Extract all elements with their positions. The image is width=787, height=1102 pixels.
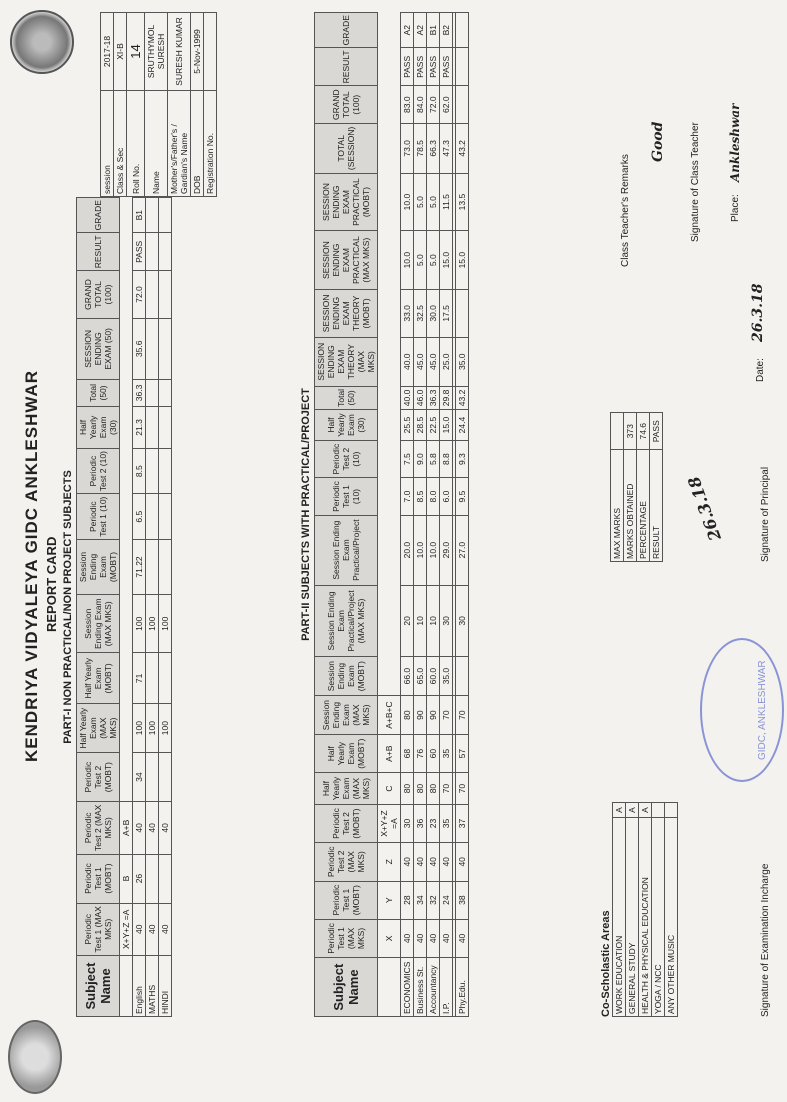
table-cell: 40 <box>159 802 172 854</box>
table-cell: 71.22 <box>133 539 146 594</box>
part2-col-header: SESSION ENDING EXAM THEORY (MOBT) <box>315 289 378 337</box>
part2-col-header: Periodic Test 1 (MOBT) <box>315 881 378 919</box>
name-value: SRUTHYMOL SURESH <box>145 13 168 91</box>
subject-header-2: Subject Name <box>315 958 378 1017</box>
table-row <box>427 13 440 1017</box>
table-cell <box>159 233 172 271</box>
coscholastic-row <box>652 803 665 1017</box>
subject-cell: English <box>133 956 146 1017</box>
table-row <box>456 13 469 1017</box>
part1-col-header: Session Ending Exam (MOBT) <box>77 539 120 594</box>
part1-letter-cell: A+B <box>120 802 133 854</box>
table-row <box>414 13 427 1017</box>
part2-letter-row <box>378 13 401 1017</box>
part1-col-header: GRAND TOTAL (100) <box>77 271 120 318</box>
part2-col-header: Periodic Test 2 (MAX MKS) <box>315 843 378 882</box>
coscholastic-area: YOGA / NCC <box>652 817 665 1016</box>
roll-label: Roll No. <box>127 90 145 196</box>
table-cell <box>456 86 469 124</box>
table-cell: 30 <box>440 585 453 657</box>
table-cell: 30 <box>401 804 414 842</box>
table-cell: 80 <box>401 695 414 734</box>
part1-col-header: RESULT <box>77 233 120 271</box>
max-marks-label: MAX MARKS <box>611 450 624 562</box>
table-cell: 40 <box>440 843 453 882</box>
exam-incharge-signature: Signature of Examination Incharge <box>760 863 771 1017</box>
table-cell <box>146 379 159 406</box>
coscholastic-grade <box>665 803 678 818</box>
table-cell: 70 <box>440 773 453 805</box>
table-cell: 70 <box>440 695 453 734</box>
class-teacher-signature-label: Signature of Class Teacher <box>690 122 701 242</box>
subject-header: Subject Name <box>77 956 120 1017</box>
part1-col-header: Periodic Test 2 (10) <box>77 448 120 494</box>
table-cell: 36.3 <box>427 386 440 410</box>
table-cell: 83.0 <box>401 86 414 124</box>
subject-cell: Phy.Edu. <box>456 958 469 1017</box>
part2-col-header: Half Yearly Exam (30) <box>315 410 378 441</box>
part1-col-header: Periodic Test 1 (10) <box>77 494 120 540</box>
part2-col-header: SESSION ENDING EXAM PRACTICAL (MAX MKS) <box>315 231 378 289</box>
part2-col-header: Session Ending Exam (MAX MKS) <box>315 695 378 734</box>
table-cell: 45.0 <box>414 337 427 386</box>
result-value: PASS <box>650 413 663 451</box>
table-cell <box>146 494 159 540</box>
part1-table <box>76 197 172 1017</box>
emblem-logo-right <box>10 10 74 74</box>
table-cell: 65.0 <box>414 657 427 696</box>
table-cell: 10.0 <box>427 515 440 585</box>
table-cell <box>146 271 159 318</box>
part1-col-header: Total (50) <box>77 379 120 406</box>
table-cell: 10.0 <box>401 231 414 289</box>
table-cell: 29.8 <box>440 386 453 410</box>
part1-col-header: Session Ending Exam (MAX MKS) <box>77 595 120 653</box>
table-cell: 40 <box>427 919 440 958</box>
table-cell: 25.5 <box>401 410 414 441</box>
table-cell: 6.0 <box>440 478 453 515</box>
table-cell: 34 <box>414 881 427 919</box>
table-cell: 15.0 <box>456 231 469 289</box>
table-cell: 40.0 <box>401 337 414 386</box>
table-cell: 28.5 <box>414 410 427 441</box>
table-cell <box>159 854 172 903</box>
session-label: session <box>101 90 114 196</box>
table-cell: 8.5 <box>133 448 146 494</box>
part1-header-row <box>77 198 120 1017</box>
coscholastic-grade: A <box>639 803 652 818</box>
table-cell: 43.2 <box>456 386 469 410</box>
part2-letter-cell <box>378 958 401 1017</box>
coscholastic-title: Co-Scholastic Areas <box>600 910 612 1017</box>
part1-title: PART-I NON PRACTICAL/NON PROJECT SUBJECTS <box>62 470 74 744</box>
table-cell <box>456 289 469 337</box>
table-cell <box>159 379 172 406</box>
table-cell: 80 <box>427 773 440 805</box>
table-cell: 5.0 <box>427 231 440 289</box>
part1-col-header: Periodic Test 1 (MOBT) <box>77 854 120 903</box>
table-cell: 70 <box>456 773 469 805</box>
table-cell <box>159 271 172 318</box>
table-row <box>401 13 414 1017</box>
reg-label: Registration No. <box>204 90 217 196</box>
school-stamp <box>700 638 784 782</box>
part1-col-header: Half Yearly Exam (MOBT) <box>77 653 120 704</box>
table-cell <box>146 653 159 704</box>
table-cell <box>146 854 159 903</box>
subject-cell: I.P. <box>440 958 453 1017</box>
date-label: Date: <box>755 358 766 382</box>
table-cell: 66.0 <box>401 657 414 696</box>
table-cell: 90 <box>427 695 440 734</box>
table-cell <box>456 657 469 696</box>
school-logo-left <box>8 1020 62 1094</box>
remarks-handwriting: Good <box>650 121 666 162</box>
table-row <box>159 198 172 1017</box>
table-cell: 100 <box>159 595 172 653</box>
coscholastic-area: GENERAL STUDY <box>626 817 639 1016</box>
table-cell: 9.0 <box>414 440 427 477</box>
table-cell: 84.0 <box>414 86 427 124</box>
part2-letter-cell: C <box>378 773 401 805</box>
coscholastic-row <box>665 803 678 1017</box>
percentage-value: 74.6 <box>637 413 650 451</box>
table-cell <box>159 653 172 704</box>
part2-letter-cell: A+B+C <box>378 695 401 734</box>
table-cell: PASS <box>133 233 146 271</box>
table-cell: 100 <box>146 704 159 753</box>
table-cell: 100 <box>146 595 159 653</box>
table-cell: 40 <box>456 843 469 882</box>
coscholastic-grade: A <box>613 803 626 818</box>
part2-title: PART-II SUBJECTS WITH PRACTICAL/PROJECT <box>300 388 312 641</box>
table-cell <box>456 48 469 86</box>
coscholastic-row <box>613 803 626 1017</box>
table-cell: 8.0 <box>427 478 440 515</box>
table-cell: 8.8 <box>440 440 453 477</box>
table-cell: 8.5 <box>414 478 427 515</box>
table-cell: 35.0 <box>456 337 469 386</box>
table-cell: 27.0 <box>456 515 469 585</box>
part2-header-row <box>315 13 378 1017</box>
part2-col-header: GRADE <box>315 13 378 48</box>
table-cell: 35.6 <box>133 318 146 379</box>
table-cell: 33.0 <box>401 289 414 337</box>
table-cell: 36.3 <box>133 379 146 406</box>
part2-col-header: Session Ending Exam Practical/Project <box>315 515 378 585</box>
table-cell: 40 <box>159 903 172 955</box>
table-cell: 35.0 <box>440 657 453 696</box>
table-cell: 32 <box>427 881 440 919</box>
part2-letter-cell: Y <box>378 881 401 919</box>
result-label: RESULT <box>650 450 663 562</box>
table-cell <box>159 494 172 540</box>
part1-col-header: SESSION ENDING EXAM (50) <box>77 318 120 379</box>
table-cell: 68 <box>401 735 414 773</box>
marks-obtained-value: 373 <box>624 413 637 451</box>
part2-table <box>314 12 469 1017</box>
table-cell: 20.0 <box>401 515 414 585</box>
table-cell: 100 <box>159 704 172 753</box>
table-cell: 45.0 <box>427 337 440 386</box>
part1-col-header: Periodic Test 2 (MOBT) <box>77 753 120 802</box>
table-cell: 24 <box>440 881 453 919</box>
table-cell: 38 <box>456 881 469 919</box>
table-cell <box>146 448 159 494</box>
table-cell: 57 <box>456 735 469 773</box>
coscholastic-row <box>626 803 639 1017</box>
max-marks-value <box>611 413 624 451</box>
table-cell: A2 <box>401 13 414 48</box>
table-cell: 6.5 <box>133 494 146 540</box>
part2-col-header: Session Ending Exam Practical/Project (MAX MKS) <box>315 585 378 657</box>
class-teacher-remarks-label: Class Teacher's Remarks <box>620 154 631 267</box>
part2-col-header: SESSION ENDING EXAM THEORY (MAX MKS) <box>315 337 378 386</box>
table-cell: 40 <box>440 919 453 958</box>
subject-cell: HINDI <box>159 956 172 1017</box>
table-cell: PASS <box>440 48 453 86</box>
table-cell: 5.8 <box>427 440 440 477</box>
part2-col-header: SESSION ENDING EXAM PRACTICAL (MOBT) <box>315 173 378 231</box>
part1-col-header: Periodic Test 1 (MAX MKS) <box>77 903 120 955</box>
part2-letter-cell: X+Y+Z =A <box>378 804 401 842</box>
student-info <box>100 12 217 197</box>
part1-col-header: Half Yearly Exam (30) <box>77 406 120 448</box>
reg-value <box>204 13 217 91</box>
table-cell: 36 <box>414 804 427 842</box>
table-cell: 40 <box>427 843 440 882</box>
table-cell: 9.5 <box>456 478 469 515</box>
table-cell: 62.0 <box>440 86 453 124</box>
table-cell: 10.0 <box>414 515 427 585</box>
table-cell: 40 <box>456 919 469 958</box>
table-cell: 24.4 <box>456 410 469 441</box>
part2-col-header: TOTAL (SESSION) <box>315 124 378 174</box>
roll-value: 14 <box>127 13 145 91</box>
table-cell: 15.0 <box>440 231 453 289</box>
part2-col-header: Half Yearly Exam (MOBT) <box>315 735 378 773</box>
table-cell: 5.0 <box>427 173 440 231</box>
coscholastic-area: WORK EDUCATION <box>613 817 626 1016</box>
table-cell: 73.0 <box>401 124 414 174</box>
table-cell: 40 <box>401 919 414 958</box>
school-name: KENDRIYA VIDYALEYA GIDC ANKLESHWAR <box>22 369 41 762</box>
part1-col-header: Half Yearly Exam (MAX MKS) <box>77 704 120 753</box>
table-cell: 80 <box>401 773 414 805</box>
table-cell: 100 <box>133 704 146 753</box>
table-cell: 40 <box>414 843 427 882</box>
table-cell: 28 <box>401 881 414 919</box>
table-cell: 40.0 <box>401 386 414 410</box>
table-cell: 5.0 <box>414 231 427 289</box>
coscholastic-grade: A <box>626 803 639 818</box>
table-cell: 5.0 <box>414 173 427 231</box>
table-row <box>133 198 146 1017</box>
session-value: 2017-18 <box>101 13 114 91</box>
guardian-label: Mother's/Father's / Gardian's Name <box>168 90 191 196</box>
table-cell <box>159 318 172 379</box>
table-cell: A2 <box>414 13 427 48</box>
table-cell <box>146 233 159 271</box>
part1-col-header: GRADE <box>77 198 120 233</box>
table-cell: B1 <box>133 198 146 233</box>
class-value: XI-B <box>114 13 127 91</box>
table-cell: 40 <box>146 903 159 955</box>
part1-letter-cell: B <box>120 854 133 903</box>
part2-col-header: RESULT <box>315 48 378 86</box>
part2-letter-cell: A+B <box>378 735 401 773</box>
table-row <box>440 13 453 1017</box>
table-cell: 35 <box>440 804 453 842</box>
table-cell: 40 <box>414 919 427 958</box>
table-cell: 100 <box>133 595 146 653</box>
table-cell: 25.0 <box>440 337 453 386</box>
name-label: Name <box>145 90 168 196</box>
table-cell: 43.2 <box>456 124 469 174</box>
table-cell: 10 <box>427 585 440 657</box>
coscholastic-grade <box>652 803 665 818</box>
table-cell: 21.3 <box>133 406 146 448</box>
table-cell: 40 <box>133 802 146 854</box>
subject-cell: MATHS <box>146 956 159 1017</box>
table-cell: 10.0 <box>401 173 414 231</box>
table-cell: 7.0 <box>401 478 414 515</box>
table-cell: PASS <box>414 48 427 86</box>
table-cell <box>159 198 172 233</box>
part2-col-header: GRAND TOTAL (100) <box>315 86 378 124</box>
summary-box <box>610 412 663 562</box>
table-cell <box>159 448 172 494</box>
part1-letter-row <box>120 198 133 1017</box>
part2-col-header: Total (50) <box>315 386 378 410</box>
stamp-text: GIDC, ANKLESHWAR <box>757 660 768 760</box>
table-cell <box>159 406 172 448</box>
part2-section <box>300 12 469 1017</box>
marks-obtained-label: MARKS OBTAINED <box>624 450 637 562</box>
part2-letter-cell: X <box>378 919 401 958</box>
date-value: 26.3.18 <box>750 283 766 342</box>
table-cell: 29.0 <box>440 515 453 585</box>
table-cell: 30 <box>456 585 469 657</box>
table-cell: 26 <box>133 854 146 903</box>
subject-cell: Accountancy <box>427 958 440 1017</box>
part1-letter-cell: X+Y+Z =A <box>120 903 133 955</box>
table-cell: 32.5 <box>414 289 427 337</box>
table-cell: 34 <box>133 753 146 802</box>
class-label: Class & Sec <box>114 90 127 196</box>
part2-letter-cell: Z <box>378 843 401 882</box>
table-cell: 23 <box>427 804 440 842</box>
report-title: REPORT CARD <box>44 536 59 632</box>
table-cell <box>146 539 159 594</box>
coscholastic-row <box>639 803 652 1017</box>
table-cell: 47.3 <box>440 124 453 174</box>
table-cell: 72.0 <box>427 86 440 124</box>
table-cell: 13.5 <box>456 173 469 231</box>
place-label: Place: <box>730 194 741 222</box>
part2-col-header: Periodic Test 2 (MOBT) <box>315 804 378 842</box>
coscholastic-section <box>600 802 678 1017</box>
subject-cell: Business St. <box>414 958 427 1017</box>
table-cell: 70 <box>456 695 469 734</box>
part1-letter-cell <box>120 956 133 1017</box>
table-cell: 60 <box>427 735 440 773</box>
table-cell: 78.5 <box>414 124 427 174</box>
coscholastic-area: ANY OTHER MUSIC <box>665 817 678 1016</box>
table-cell: 37 <box>456 804 469 842</box>
table-cell: 7.5 <box>401 440 414 477</box>
table-cell: 40 <box>401 843 414 882</box>
table-row <box>146 198 159 1017</box>
part2-col-header: Periodic Test 1 (MAX MKS) <box>315 919 378 958</box>
part2-col-header: Half Yearly Exam (MAX MKS) <box>315 773 378 805</box>
part1-col-header: Periodic Test 2 (MAX MKS) <box>77 802 120 854</box>
table-cell: 17.5 <box>440 289 453 337</box>
table-cell: 22.5 <box>427 410 440 441</box>
principal-signature-label: Signature of Principal <box>760 466 771 562</box>
dob-label: DOB <box>191 90 204 196</box>
table-cell: 46.0 <box>414 386 427 410</box>
table-cell: 72.0 <box>133 271 146 318</box>
guardian-value: SURESH KUMAR <box>168 13 191 91</box>
subject-cell: ECONOMICS <box>401 958 414 1017</box>
table-cell: 40 <box>133 903 146 955</box>
table-cell: 10 <box>414 585 427 657</box>
table-cell: 15.0 <box>440 410 453 441</box>
dob-value: 5-Nov-1999 <box>191 13 204 91</box>
table-cell <box>456 13 469 48</box>
table-cell: 20 <box>401 585 414 657</box>
table-cell <box>146 318 159 379</box>
table-cell: PASS <box>401 48 414 86</box>
table-cell: 90 <box>414 695 427 734</box>
table-cell: PASS <box>427 48 440 86</box>
table-cell: 71 <box>133 653 146 704</box>
table-cell: 80 <box>414 773 427 805</box>
table-cell <box>146 198 159 233</box>
coscholastic-area: HEALTH & PHYSICAL EDUCATION <box>639 817 652 1016</box>
part1-section <box>62 197 172 1017</box>
percentage-label: PERCENTAGE <box>637 450 650 562</box>
table-cell: 11.5 <box>440 173 453 231</box>
table-cell: B1 <box>427 13 440 48</box>
table-cell: 76 <box>414 735 427 773</box>
table-cell: B2 <box>440 13 453 48</box>
table-cell: 40 <box>146 802 159 854</box>
place-value: Ankleshwar <box>728 103 742 182</box>
table-cell: 66.3 <box>427 124 440 174</box>
part2-col-header: Periodic Test 2 (10) <box>315 440 378 477</box>
table-cell: 30.0 <box>427 289 440 337</box>
table-cell <box>146 406 159 448</box>
table-cell: 35 <box>440 735 453 773</box>
principal-signature-date: 26.3.18 <box>684 473 725 544</box>
part2-col-header: Periodic Test 1 (10) <box>315 478 378 515</box>
table-cell <box>159 539 172 594</box>
table-cell <box>159 753 172 802</box>
table-cell: 60.0 <box>427 657 440 696</box>
part2-col-header: Session Ending Exam (MOBT) <box>315 657 378 696</box>
table-cell <box>146 753 159 802</box>
table-cell: 9.3 <box>456 440 469 477</box>
